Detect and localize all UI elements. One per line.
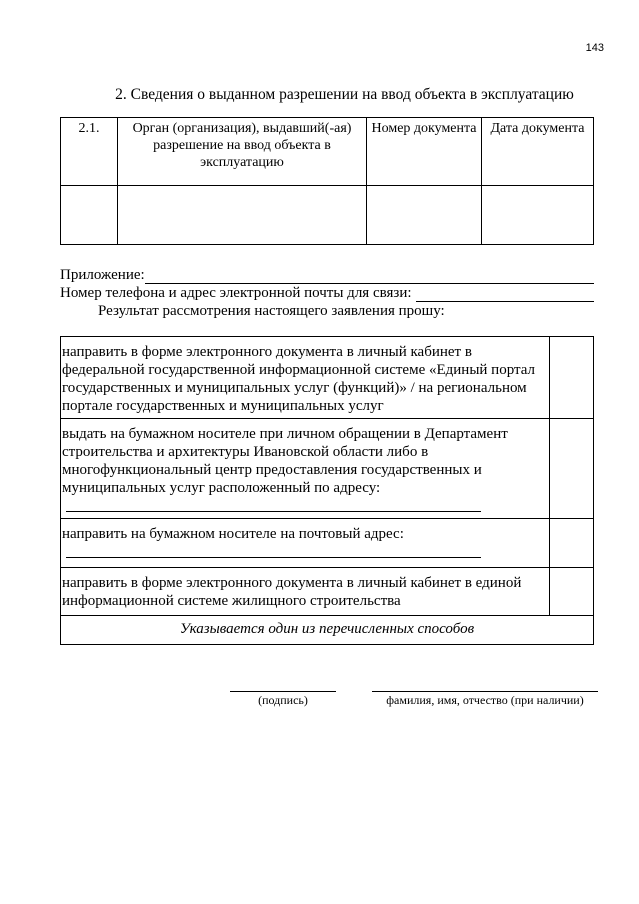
attachment-label: Приложение: [60, 267, 145, 283]
postal-address-field[interactable] [66, 543, 481, 558]
option-label: направить в форме электронного документа в личный кабинет в федеральной государственной информационной системе «Единый портал государственных и муниципальных услуг (функций)» / на региональном портале государственных и муниципальных услуг [61, 337, 550, 419]
delivery-options-table [60, 336, 594, 645]
section-title: 2. Сведения о выданном разрешении на ввод объекта в эксплуатацию [115, 86, 574, 103]
table-row [61, 337, 594, 419]
option-checkbox[interactable] [550, 419, 594, 519]
full-name-caption: фамилия, имя, отчество (при наличии) [386, 693, 584, 707]
signature-line[interactable] [230, 691, 336, 692]
option-checkbox[interactable] [550, 519, 594, 568]
result-intro: Результат рассмотрения настоящего заявления прошу: [98, 303, 445, 319]
attachment-row [60, 266, 594, 284]
table-row [61, 419, 594, 519]
signature-caption: (подпись) [258, 693, 308, 707]
address-field[interactable] [66, 497, 481, 512]
cell-number-input[interactable] [61, 186, 118, 245]
table-row [61, 519, 594, 568]
cell-authority-input[interactable] [118, 186, 367, 245]
option-cell [61, 419, 550, 519]
page-number: 143 [585, 42, 604, 54]
contact-field[interactable] [416, 287, 594, 302]
table-row [61, 616, 594, 645]
options-note: Указывается один из перечисленных способов [61, 616, 594, 645]
cell-doc-number-input[interactable] [367, 186, 482, 245]
option-cell [61, 519, 550, 568]
permit-info-table [60, 117, 594, 245]
option-label: направить в форме электронного документа в личный кабинет в единой информационной системе жилищного строительства [61, 568, 550, 616]
option-label: направить на бумажном носителе на почтовый адрес: [62, 526, 404, 542]
table-row [61, 186, 594, 245]
col-document-number: Номер документа [367, 118, 482, 186]
contact-row [60, 284, 594, 302]
option-label: выдать на бумажном носителе при личном обращении в Департамент строительства и архитектуры Ивановской области либо в многофункциональный центр предоставления государственных и муниципальных услуг расположенный по адресу: [62, 426, 508, 496]
contact-label: Номер телефона и адрес электронной почты для связи: [60, 285, 412, 301]
table-header-row [61, 118, 594, 186]
table-row [61, 568, 594, 616]
cell-doc-date-input[interactable] [482, 186, 594, 245]
option-checkbox[interactable] [550, 337, 594, 419]
full-name-line[interactable] [372, 691, 598, 692]
option-checkbox[interactable] [550, 568, 594, 616]
col-document-date: Дата документа [482, 118, 594, 186]
col-issuing-authority: Орган (организация), выдавший(-ая) разрешение на ввод объекта в эксплуатацию [118, 118, 367, 186]
attachment-field[interactable] [145, 269, 594, 284]
col-number: 2.1. [61, 118, 118, 186]
